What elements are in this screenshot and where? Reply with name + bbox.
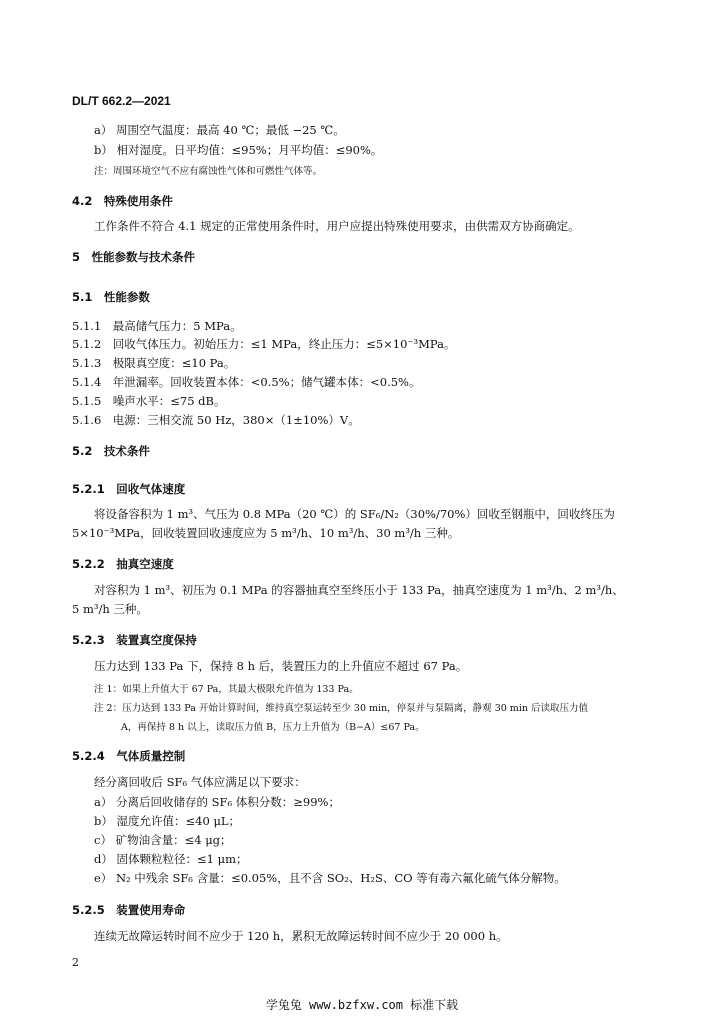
paragraph-special-conditions: 工作条件不符合 4.1 规定的正常使用条件时，用户应提出特殊使用要求，由供需双方协商确定。 (94, 219, 580, 233)
clause-5-1-4: 5.1.4 年泄漏率。回收装置本体：<0.5%；储气罐本体：<0.5%。 (72, 375, 421, 389)
footer-watermark: 学兔兔 www.bzfxw.com 标准下载 (265, 998, 459, 1012)
paragraph-service-life: 连续无故障运转时间不应少于 120 h，累积无故障运转时间不应少于 20 000 h。 (94, 929, 508, 943)
list-item-humidity-limit: b） 湿度允许值：≤40 μL； (94, 814, 241, 828)
paragraph-recovery-speed-line2: 5×10⁻³MPa，回收装置回收速度应为 5 m³/h、10 m³/h、30 m³/h 三种。 (72, 526, 460, 540)
paragraph-gas-quality-intro: 经分离回收后 SF₆ 气体应满足以下要求： (94, 775, 306, 789)
section-heading-4-2: 4.2 特殊使用条件 (72, 194, 173, 208)
paragraph-vacuum-speed-line1: 对容积为 1 m³、初压为 0.1 MPa 的容器抽真空至终压小于 133 Pa，抽真空速度为 1 m³/h、2 m³/h、 (94, 583, 624, 597)
paragraph-vacuum-speed-line2: 5 m³/h 三种。 (72, 602, 148, 616)
note-2-line1: 注 2：压力达到 133 Pa 开始计算时间，维持真空泵运转至少 30 min，停泵并与泵隔离，静观 30 min 后读取压力值 (94, 703, 588, 714)
list-item-mineral-oil: c） 矿物油含量：≤4 μg； (94, 833, 232, 847)
section-heading-5-2-1: 5.2.1 回收气体速度 (72, 482, 186, 496)
list-item-residual-sf6: e） N₂ 中残余 SF₆ 含量：≤0.05%，且不含 SO₂、H₂S、CO 等有毒六氟化硫气体分解物。 (94, 871, 566, 885)
paragraph-recovery-speed-line1: 将设备容积为 1 m³、气压为 0.8 MPa（20 ℃）的 SF₆/N₂（30%/70%）回收至钢瓶中，回收终压为 (94, 507, 615, 521)
section-heading-5-2: 5.2 技术条件 (72, 444, 150, 458)
paragraph-vacuum-hold: 压力达到 133 Pa 下，保持 8 h 后，装置压力的上升值应不超过 67 Pa。 (94, 659, 468, 673)
note-1: 注 1：如果上升值大于 67 Pa，其最大极限允许值为 133 Pa。 (94, 684, 359, 695)
section-heading-5-1: 5.1 性能参数 (72, 290, 150, 304)
list-item-particle-size: d） 固体颗粒粒径：≤1 μm； (94, 852, 248, 866)
list-item-sf6-fraction: a） 分离后回收储存的 SF₆ 体积分数：≥99%； (94, 795, 340, 809)
clause-5-1-2: 5.1.2 回收气体压力。初始压力：≤1 MPa，终止压力：≤5×10⁻³MPa。 (72, 337, 456, 351)
section-heading-5-2-4: 5.2.4 气体质量控制 (72, 749, 186, 763)
note-environment: 注：周围环境空气不应有腐蚀性气体和可燃性气体等。 (94, 166, 323, 177)
section-heading-5: 5 性能参数与技术条件 (72, 250, 196, 264)
section-heading-5-2-5: 5.2.5 装置使用寿命 (72, 903, 186, 917)
list-item-humidity: b） 相对湿度。日平均值：≤95%；月平均值：≤90%。 (94, 143, 383, 157)
note-2-line2: A，再保持 8 h 以上，读取压力值 B，压力上升值为（B−A）≤67 Pa。 (121, 722, 425, 733)
clause-5-1-6: 5.1.6 电源：三相交流 50 Hz，380×（1±10%）V。 (72, 413, 360, 427)
list-item-temperature: a） 周围空气温度：最高 40 ℃；最低 −25 ℃。 (94, 123, 345, 137)
clause-5-1-5: 5.1.5 噪声水平：≤75 dB。 (72, 394, 226, 408)
section-heading-5-2-3: 5.2.3 装置真空度保持 (72, 633, 197, 647)
page-number: 2 (72, 956, 79, 969)
section-heading-5-2-2: 5.2.2 抽真空速度 (72, 557, 174, 571)
clause-5-1-1: 5.1.1 最高储气压力：5 MPa。 (72, 319, 242, 333)
standard-number-header: DL/T 662.2—2021 (72, 94, 171, 108)
clause-5-1-3: 5.1.3 极限真空度：≤10 Pa。 (72, 356, 236, 370)
